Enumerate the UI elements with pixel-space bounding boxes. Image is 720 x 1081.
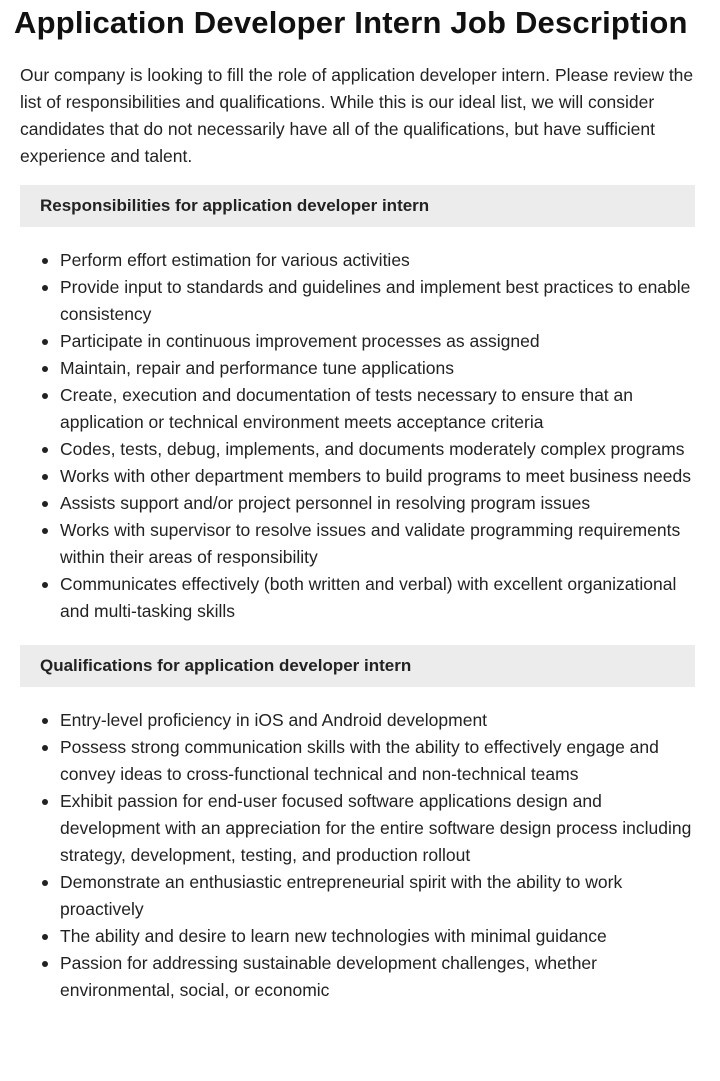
bullet-icon — [42, 799, 48, 805]
list-item — [20, 382, 695, 436]
qualifications-heading: Qualifications for application developer intern — [20, 645, 695, 687]
list-item — [20, 923, 695, 950]
bullet-icon — [42, 961, 48, 967]
list-item — [20, 571, 695, 625]
list-item — [20, 490, 695, 517]
bullet-icon — [42, 582, 48, 588]
list-item — [20, 328, 695, 355]
list-item — [20, 517, 695, 571]
list-item-text: Participate in continuous improvement processes as assigned — [60, 331, 540, 351]
bullet-icon — [42, 339, 48, 345]
list-item — [20, 355, 695, 382]
list-item-text: Codes, tests, debug, implements, and documents moderately complex programs — [60, 439, 685, 459]
list-item — [20, 707, 695, 734]
list-item-text: Exhibit passion for end-user focused software applications design and development with an appreciation for the entire software design process including strategy, development, testing, and production rollout — [60, 791, 692, 865]
bullet-icon — [42, 528, 48, 534]
bullet-icon — [42, 880, 48, 886]
list-item — [20, 463, 695, 490]
list-item-text: Works with supervisor to resolve issues and validate programming requirements within their areas of responsibility — [60, 520, 681, 567]
bullet-icon — [42, 258, 48, 264]
section-spacer — [0, 625, 720, 630]
list-item-text: Assists support and/or project personnel in resolving program issues — [60, 493, 591, 513]
responsibilities-heading: Responsibilities for application developer intern — [20, 185, 695, 227]
list-item-text: Perform effort estimation for various activities — [60, 250, 410, 270]
list-item — [20, 869, 695, 923]
list-item — [20, 436, 695, 463]
bullet-icon — [42, 934, 48, 940]
list-item-text: Communicates effectively (both written and verbal) with excellent organizational and multi-tasking skills — [60, 574, 677, 621]
bullet-icon — [42, 285, 48, 291]
bullet-icon — [42, 393, 48, 399]
list-item — [20, 734, 695, 788]
list-item — [20, 950, 695, 1004]
list-item-text: Create, execution and documentation of tests necessary to ensure that an application or technical environment meets acceptance criteria — [60, 385, 633, 432]
list-item-text: Entry-level proficiency in iOS and Android development — [60, 710, 488, 730]
responsibilities-list — [20, 247, 695, 625]
intro-paragraph: Our company is looking to fill the role of application developer intern. Please review the list of responsibilities and qualifications. While this is our ideal list, we will consider candidates that do not necessarily have all of the qualifications, but have sufficient experience and talent. — [20, 65, 694, 166]
list-item-text: Works with other department members to build programs to meet business needs — [60, 466, 691, 486]
list-item-text: Possess strong communication skills with the ability to effectively engage and convey ideas to cross-functional technical and non-technical teams — [60, 737, 659, 784]
list-item-text: The ability and desire to learn new technologies with minimal guidance — [60, 926, 607, 946]
bullet-icon — [42, 447, 48, 453]
bullet-icon — [42, 718, 48, 724]
page-title: Application Developer Intern Job Description — [14, 5, 688, 40]
bullet-icon — [42, 745, 48, 751]
list-item-text: Passion for addressing sustainable development challenges, whether environmental, social, or economic — [60, 953, 597, 1000]
bullet-icon — [42, 501, 48, 507]
list-item — [20, 274, 695, 328]
bullet-icon — [42, 366, 48, 372]
list-item-text: Provide input to standards and guidelines and implement best practices to enable consistency — [60, 277, 691, 324]
qualifications-list — [20, 707, 695, 1004]
list-item — [20, 788, 695, 869]
list-item — [20, 247, 695, 274]
list-item-text: Maintain, repair and performance tune applications — [60, 358, 454, 378]
bullet-icon — [42, 474, 48, 480]
list-item-text: Demonstrate an enthusiastic entrepreneurial spirit with the ability to work proactively — [60, 872, 623, 919]
